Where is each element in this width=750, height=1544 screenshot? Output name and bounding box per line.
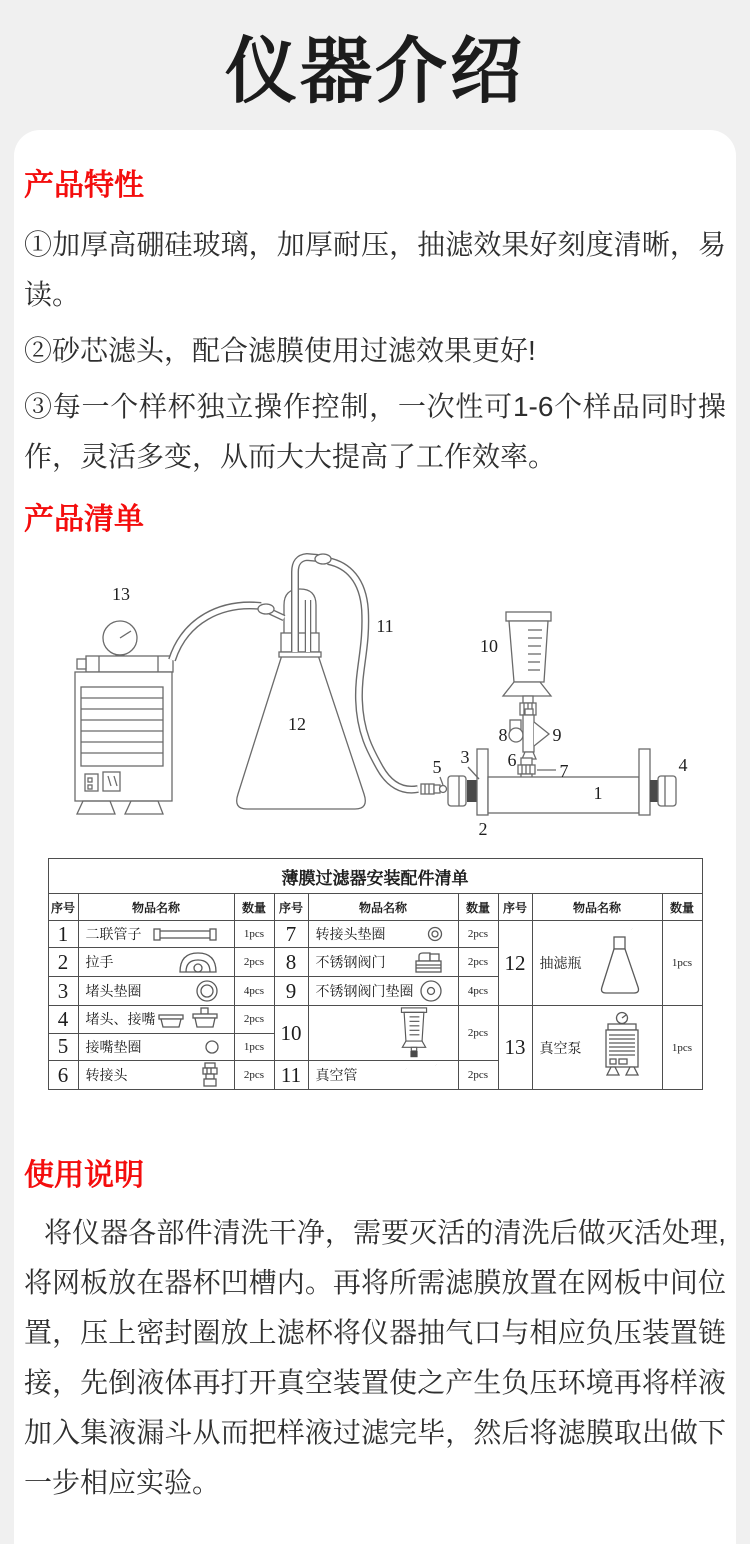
col-header-no: 序号 (498, 894, 532, 921)
col-header-qty: 数量 (234, 894, 274, 921)
part-qty: 2pcs (458, 948, 498, 977)
part-qty: 1pcs (234, 1033, 274, 1061)
part-no: 1 (48, 921, 78, 948)
part-name-cell (78, 1033, 234, 1061)
diagram-label-11: 11 (376, 616, 394, 636)
diagram-label-4: 4 (678, 755, 688, 775)
part-name-cell (308, 948, 458, 977)
product-list-heading: 产品清单 (24, 503, 144, 536)
page-header (0, 0, 750, 130)
part-name: 不锈钢阀门垫圈 (315, 985, 414, 1000)
part-no: 5 (48, 1033, 78, 1061)
feature-item-3: ③每一个样杯独立操作控制，一次性可1-6个样品同时操作，灵活多变，从而大大提高了工作效率。 (24, 391, 726, 472)
diagram-label-1: 1 (593, 783, 603, 803)
col-header-name: 物品名称 (308, 894, 458, 921)
filter-cup-drawing (503, 612, 551, 722)
filter-flask-icon (592, 925, 648, 1001)
diagram-label-8: 8 (498, 725, 508, 745)
valve-gasket-icon (418, 978, 444, 1004)
part-name: 拉手 (85, 956, 114, 971)
diagram-label-3: 3 (460, 747, 470, 767)
page-title: 仪器介绍 (224, 32, 525, 112)
part-name: 不锈钢阀门 (315, 956, 386, 971)
part-no: 7 (274, 921, 308, 948)
part-no: 2 (48, 948, 78, 977)
col-header-no: 序号 (274, 894, 308, 921)
table-row (48, 1006, 702, 1034)
col-header-name: 物品名称 (532, 894, 662, 921)
assembly-diagram (25, 548, 725, 848)
vacuum-pump-icon (596, 1011, 648, 1085)
part-name-cell (78, 948, 234, 977)
feature-item-2: ②砂芯滤头，配合滤膜使用过滤效果更好! (24, 335, 536, 366)
col-header-qty: 数量 (662, 894, 702, 921)
part-no: 12 (498, 921, 532, 1006)
diagram-label-2: 2 (478, 819, 488, 839)
part-name-cell (308, 921, 458, 948)
part-no: 4 (48, 1006, 78, 1034)
hose-fitting-left (258, 604, 274, 614)
pump-hose-drawing (172, 605, 261, 660)
part-qty: 1pcs (662, 1006, 702, 1090)
double-tube-icon (150, 927, 220, 941)
part-qty: 1pcs (234, 921, 274, 948)
nozzle-gasket-icon (204, 1039, 220, 1055)
diagram-label-12: 12 (288, 714, 306, 734)
part-qty: 2pcs (234, 1006, 274, 1034)
part-no: 9 (274, 977, 308, 1006)
adapter-gasket-icon (426, 925, 444, 943)
part-name-cell (308, 977, 458, 1006)
part-name-cell (78, 1061, 234, 1090)
part-qty: 4pcs (234, 977, 274, 1006)
vacuum-hose-icon (388, 1062, 444, 1088)
col-header-name: 物品名称 (78, 894, 234, 921)
part-qty: 2pcs (234, 948, 274, 977)
part-no: 13 (498, 1006, 532, 1090)
parts-table-title: 薄膜过滤器安装配件清单 (48, 859, 702, 894)
part-qty: 2pcs (234, 1061, 274, 1090)
steel-valve-icon (412, 950, 444, 974)
part-name-cell (308, 1006, 458, 1061)
usage-text: 将仪器各部件清洗干净，需要灭活的清洗后做灭活处理,将网板放在器杯凹槽内。再将所需滤膜放置在网板中间位置，压上密封圈放上滤杯将仪器抽气口与相应负压装置链接，先倒液体再打开真空装置使之产生负压环境再将样液加入集液漏斗从而把样液过滤完毕，然后将滤膜取出做下一步相应实验。 (24, 1217, 726, 1498)
part-name: 转接头垫圈 (315, 928, 386, 943)
col-header-no: 序号 (48, 894, 78, 921)
part-name: 堵头垫圈 (85, 985, 142, 1000)
handle-icon (176, 949, 220, 975)
diagram-label-7: 7 (559, 761, 569, 781)
part-name: 二联管子 (85, 928, 142, 943)
part-no: 6 (48, 1061, 78, 1090)
manifold-drawing (421, 749, 676, 815)
part-name-cell (532, 921, 662, 1006)
plug-gasket-icon (194, 978, 220, 1004)
part-qty: 2pcs (458, 1006, 498, 1061)
part-name: 抽滤瓶 (539, 957, 582, 972)
part-qty: 1pcs (662, 921, 702, 1006)
part-no: 8 (274, 948, 308, 977)
parts-table (48, 858, 703, 1090)
diagram-label-10: 10 (480, 636, 498, 656)
part-name: 接嘴垫圈 (85, 1040, 142, 1056)
part-no: 11 (274, 1061, 308, 1090)
diagram-label-13: 13 (112, 584, 130, 604)
part-name-cell (532, 1006, 662, 1090)
vacuum-pump-drawing (75, 621, 173, 814)
part-qty: 2pcs (458, 921, 498, 948)
filter-cup-icon (394, 1007, 434, 1059)
col-header-qty: 数量 (458, 894, 498, 921)
part-name: 真空泵 (539, 1041, 582, 1057)
part-name: 转接头 (85, 1069, 128, 1084)
features-heading: 产品特性 (24, 169, 144, 202)
part-name: 真空管 (315, 1069, 358, 1084)
usage-heading: 使用说明 (24, 1159, 144, 1192)
part-qty: 2pcs (458, 1061, 498, 1090)
content-card (14, 130, 736, 1544)
diagram-label-6: 6 (507, 750, 517, 770)
part-no: 3 (48, 977, 78, 1006)
part-name: 堵头、接嘴 (85, 1013, 156, 1029)
part-name-cell (78, 977, 234, 1006)
parts-table-header-row (48, 894, 702, 921)
part-no: 10 (274, 1006, 308, 1061)
diagram-label-9: 9 (552, 725, 562, 745)
adapter-icon (200, 1062, 220, 1088)
part-qty: 4pcs (458, 977, 498, 1006)
plug-and-nozzle-icon (156, 1007, 220, 1031)
table-row (48, 921, 702, 948)
part-name-cell (308, 1061, 458, 1090)
hose-fitting-top (315, 554, 331, 564)
filter-flask-drawing (237, 557, 366, 809)
part-name-cell (78, 921, 234, 948)
part-name-cell (78, 1006, 234, 1034)
diagram-label-5: 5 (432, 757, 442, 777)
feature-item-1: ①加厚高硼硅玻璃，加厚耐压，抽滤效果好刻度清晰，易读。 (24, 229, 726, 310)
